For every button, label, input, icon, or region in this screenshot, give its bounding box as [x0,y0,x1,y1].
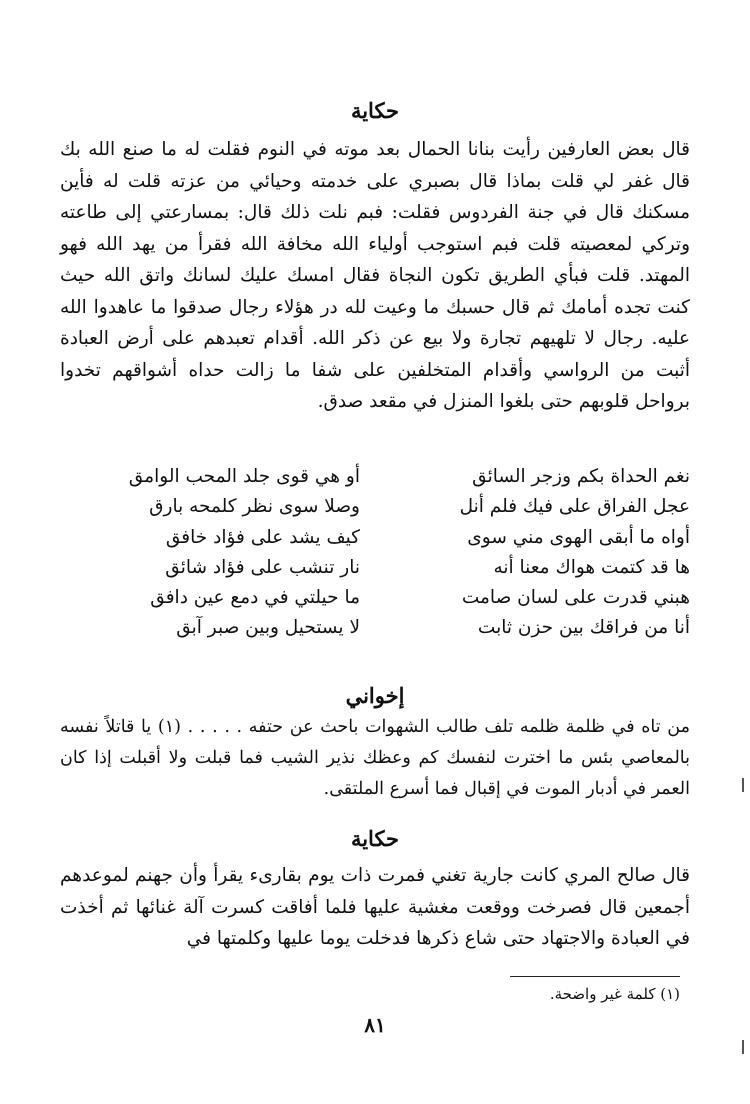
footnote: (١) كلمة غير واضحة. [549,985,680,1003]
section-title-story-1: حكاية [350,98,400,123]
page-number: ٨١ [364,1013,386,1037]
poem [80,462,690,644]
verse-second-hemistich: وصلا سوى نظر كلمحه بارق [149,496,360,518]
verse-second-hemistich: نار تنشب على فؤاد شائق [165,556,360,578]
poem-verse [80,583,690,613]
verse-second-hemistich: كيف يشد على فؤاد خافق [165,526,360,548]
poem-verse [80,523,690,553]
section-body-brothers: من تاه في ظلمة ظلمه تلف طالب الشهوات باحث عن حتفه . . . . . (١) يا قاتلاً نفسه بالمعاصي بئس ما اخترت لنفسك كم وعظك نذير الشيب فما قبلت ولا أقبلت إذا كان العمر في أدبار الموت في إقبال فما أسرع الملتقى. [60,717,690,799]
verse-first-hemistich: هبني قدرت على لسان صامت [461,587,690,609]
scan-edge-mark [742,778,744,792]
poem-verse [80,462,690,492]
section-body-story-1: قال بعض العارفين رأيت بنانا الحمال بعد موته في النوم فقلت له ما صنع الله بك قال غفر لي قلت بماذا قال بصبري على خدمته وحيائي من عزته قلت له فأين مسكنك قال في جنة الفردوس فقلت: فبم نلت ذلك قال: بمسارعتي إلى طاعته وتركي لمعصيته قلت فبم استوجب أولياء الله مخافة الله فقرأ من يهد الله فهو المهتد. قلت فبأي الطريق تكون النجاة فقال امسك عليك لسانك واتق الله حيث كنت تجده أمامك ثم قال حسبك ما وعيت لله در هؤلاء رجال صدقوا ما عاهدوا الله عليه. رجال لا تلهيهم تجارة ولا بيع عن ذكر الله. أقدام تعبدهم على أرض العبادة أثبت من الرواسي وأقدام المتخلفين على شفا ما زالت حداه أشواقهم تخدوا برواحل قلوبهم حتى بلغوا المنزل في مقعد صدق. [60,139,690,412]
verse-first-hemistich: عجل الفراق على فيك فلم أنل [459,496,690,518]
poem-verse [80,613,690,643]
verse-second-hemistich: لا يستحيل وبين صبر آبق [176,617,360,639]
verse-first-hemistich: ها قد كتمت هواك معنا أنه [493,556,690,578]
poem-verse [80,492,690,522]
footnote-divider [510,976,680,977]
section-title-brothers: إخواني [345,683,405,708]
section-title-story-2: حكاية [350,826,400,851]
scan-edge-mark [742,1040,744,1054]
verse-first-hemistich: أواه ما أبقى الهوى مني سوى [467,526,690,548]
section-body-story-2: قال صالح المري كانت جارية تغني فمرت ذات يوم بقارىء يقرأ وأن جهنم لموعدهم أجمعين قال فصرخت ووقعت مغشية عليها فلما أفاقت كسرت آلة غنائها ثم أخذت في العبادة والاجتهاد حتى شاع ذكرها فدخلت يوما عليها وكلمتها في [60,865,690,949]
poem-verse [80,553,690,583]
verse-first-hemistich: أنا من فراقك بين حزن ثابت [477,617,690,639]
verse-first-hemistich: نغم الحداة بكم وزجر السائق [472,466,690,487]
verse-second-hemistich: ما حيلتي في دمع عين دافق [150,587,360,609]
verse-second-hemistich: أو هي قوى جلد المحب الوامق [128,466,360,487]
